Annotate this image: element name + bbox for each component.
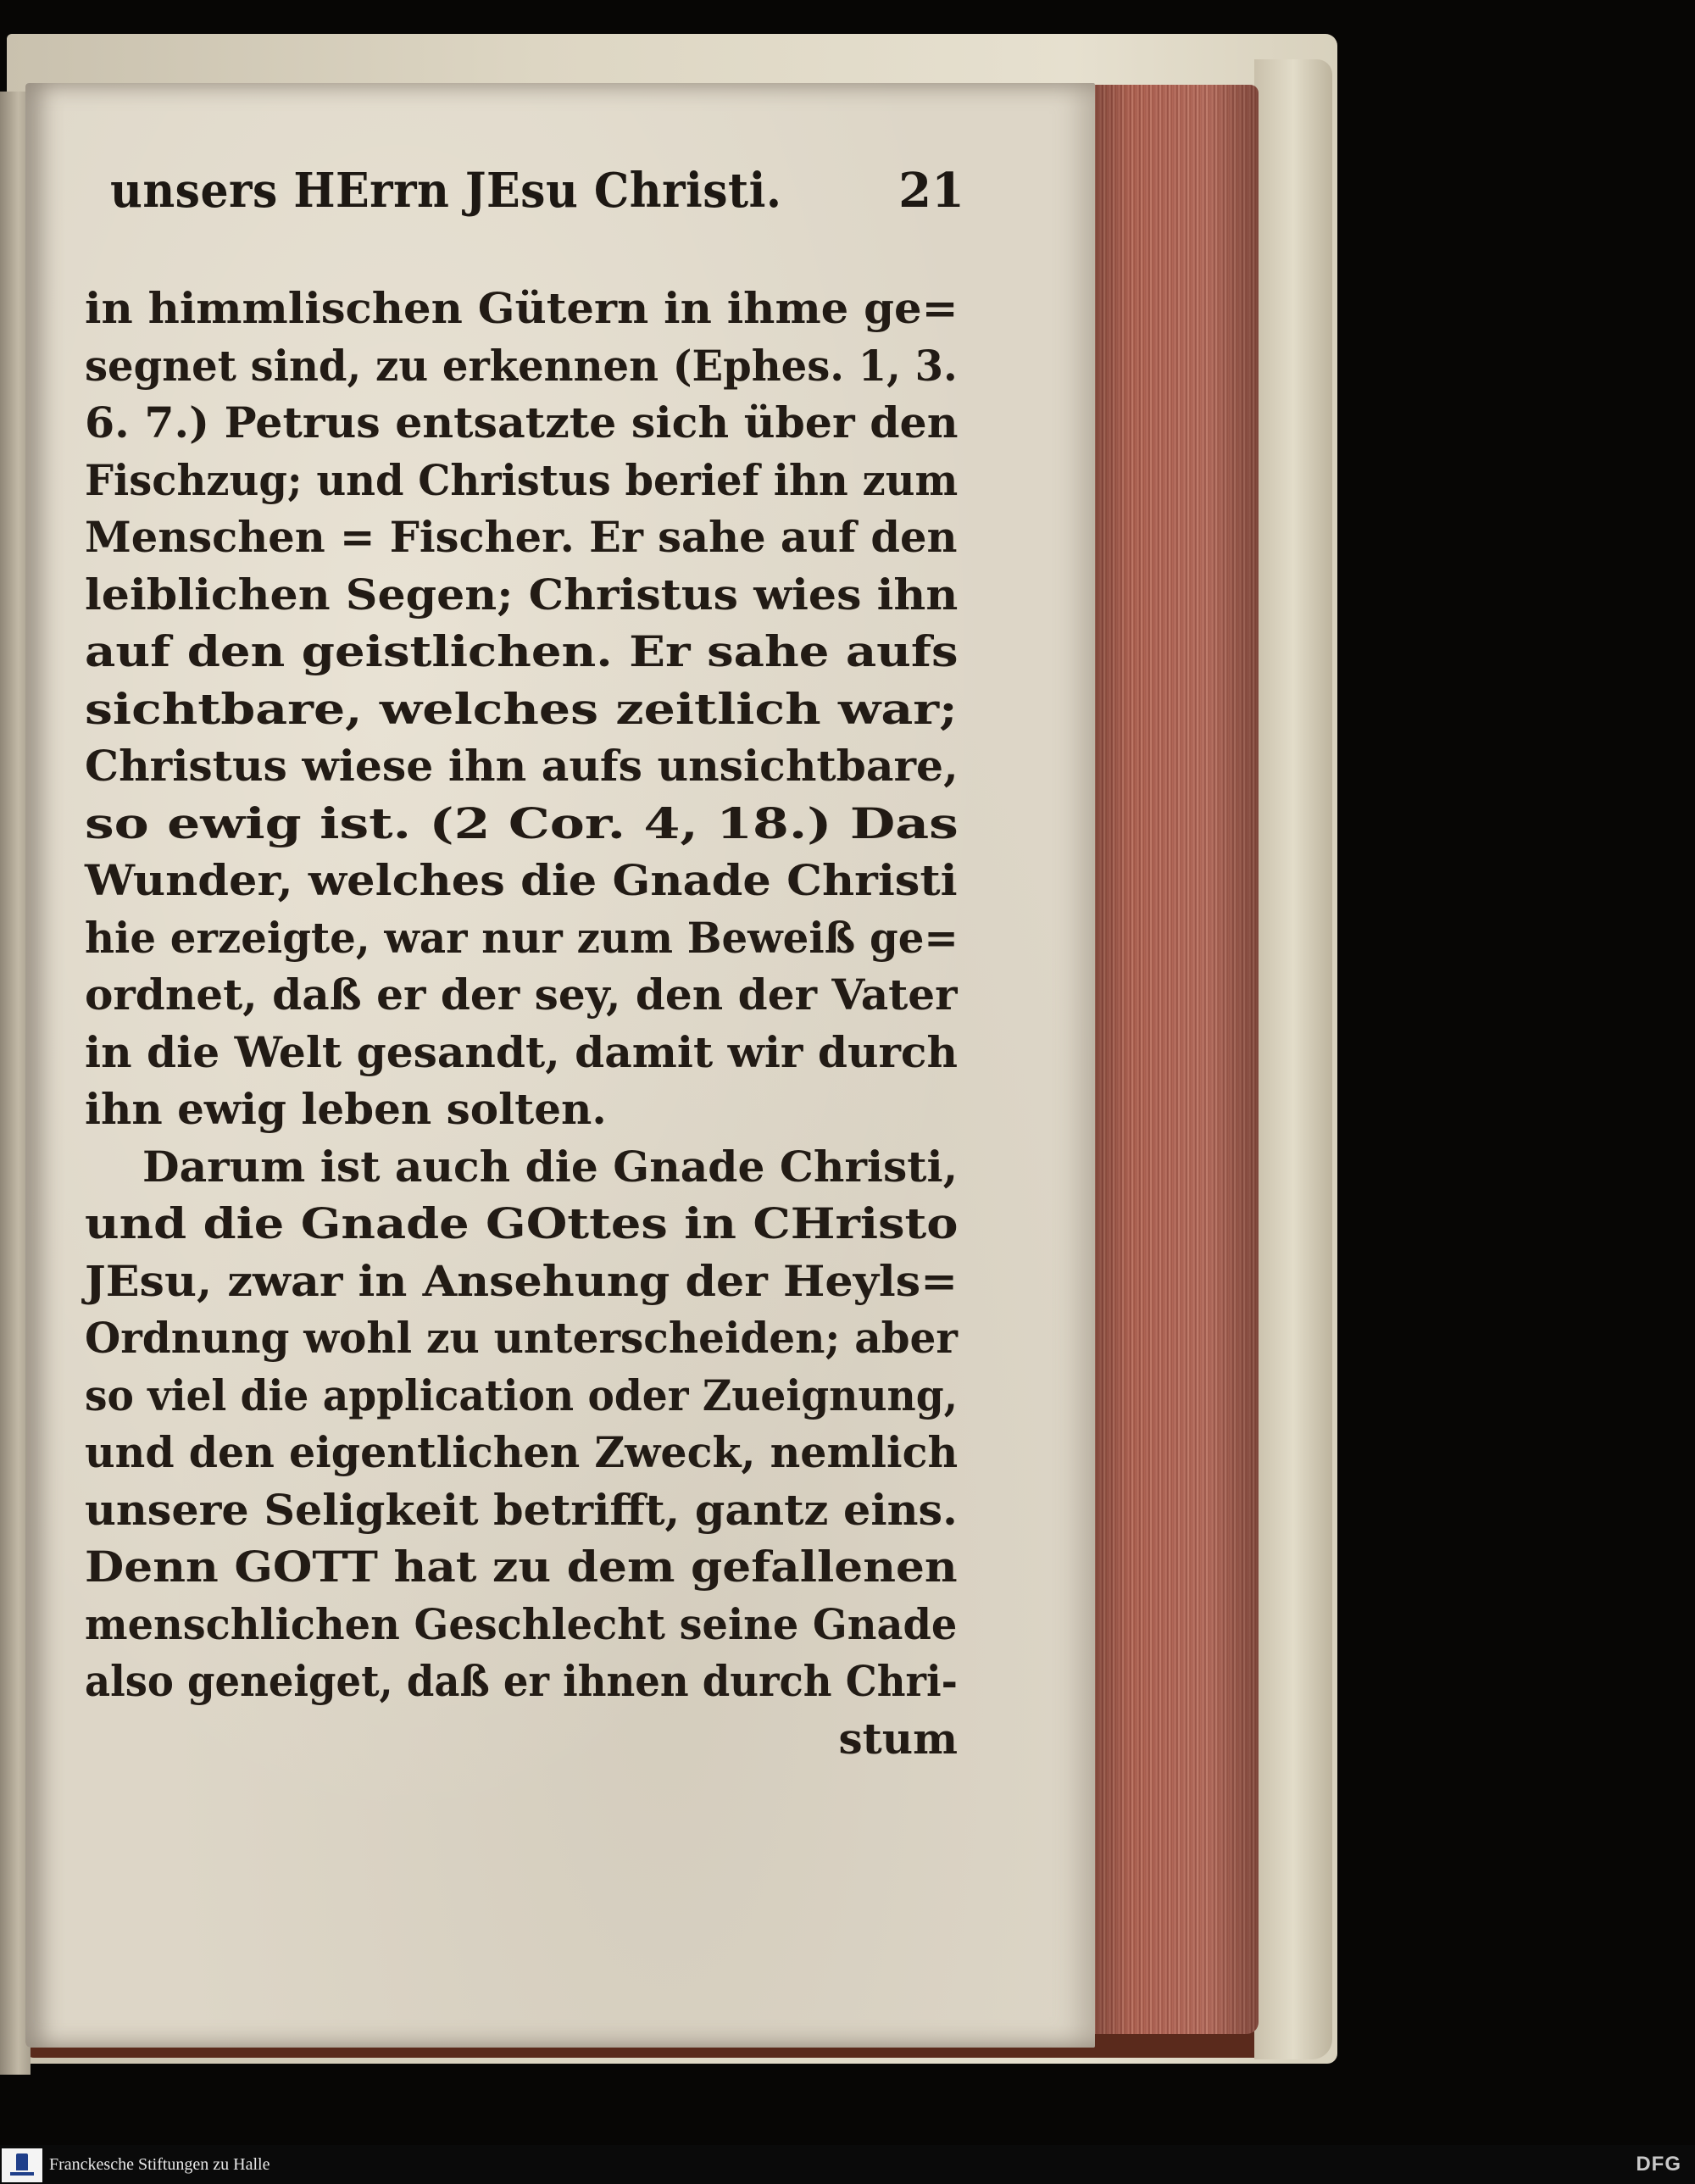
vellum-cover-edge bbox=[1254, 59, 1332, 2059]
text-line-content: leiblichen Segen; Christus wies ihn bbox=[85, 569, 959, 620]
running-head bbox=[110, 157, 958, 225]
text-line bbox=[85, 1538, 958, 1596]
text-line bbox=[85, 1424, 958, 1481]
text-line-content: menschlichen Geschlecht seine Gnade bbox=[85, 1598, 958, 1649]
text-line bbox=[85, 1195, 958, 1253]
text-line-content: segnet sind, zu erkennen (Ephes. 1, 3. bbox=[85, 340, 958, 391]
text-line bbox=[85, 909, 958, 967]
text-line bbox=[85, 681, 958, 738]
text-line bbox=[85, 1653, 958, 1710]
text-line bbox=[85, 966, 958, 1024]
text-line-content: so ewig ist. (2 Cor. 4, 18.) Das bbox=[85, 797, 959, 848]
text-line-content: Ordnung wohl zu unterscheiden; aber bbox=[85, 1313, 958, 1363]
page-number: 21 bbox=[898, 163, 964, 219]
text-line-content: hie erzeigte, war nur zum Beweiß ge= bbox=[85, 912, 959, 963]
text-line-content: sichtbare, welches zeitlich war; bbox=[85, 683, 958, 734]
text-line bbox=[85, 566, 958, 624]
text-line bbox=[85, 452, 958, 509]
text-line-content: und den eigentlichen Zweck, nemlich bbox=[85, 1427, 959, 1477]
text-line-content: unsere Seligkeit betrifft, gantz eins. bbox=[85, 1484, 958, 1535]
text-line-content: Christus wiese ihn aufs unsichtbare, bbox=[85, 741, 959, 791]
text-line-content: Denn GOTT hat zu dem gefallenen bbox=[85, 1542, 958, 1592]
text-line bbox=[85, 1253, 958, 1310]
text-line-content: so viel die application oder Zueignung, bbox=[85, 1370, 959, 1420]
dfg-logo[interactable]: DFG bbox=[1636, 2153, 1681, 2176]
text-line bbox=[85, 337, 958, 395]
text-line bbox=[85, 1024, 958, 1081]
text-line bbox=[85, 1367, 958, 1425]
text-line-content: in die Welt gesandt, damit wir durch bbox=[85, 1026, 958, 1077]
text-line-content: Fischzug; und Christus berief ihn zum bbox=[85, 454, 959, 505]
text-line bbox=[85, 1081, 958, 1138]
logo-base-shape bbox=[10, 2172, 34, 2176]
text-line-content: 6. 7.) Petrus entsatzte sich über den bbox=[85, 397, 959, 447]
institution-link[interactable]: Franckesche Stiftungen zu Halle bbox=[49, 2155, 270, 2174]
text-line bbox=[85, 1596, 958, 1653]
text-line-content: und die Gnade GOttes in CHristo bbox=[85, 1198, 959, 1248]
text-line bbox=[85, 1481, 958, 1539]
text-line-content: Wunder, welches die Gnade Christi bbox=[85, 855, 958, 905]
running-head-title: unsers HErrn JEsu Christi. bbox=[110, 163, 782, 219]
body-text bbox=[85, 280, 958, 1767]
text-line bbox=[85, 394, 958, 452]
text-line bbox=[85, 280, 958, 337]
franckesche-stiftungen-logo-icon[interactable] bbox=[2, 2148, 42, 2182]
text-line bbox=[85, 852, 958, 909]
text-line bbox=[85, 737, 958, 795]
text-line-content: JEsu, zwar in Ansehung der Heyls= bbox=[85, 1255, 958, 1306]
catchword-text: stum bbox=[838, 1713, 958, 1764]
text-line-content: Darum ist auch die Gnade Christi, bbox=[142, 1141, 959, 1192]
catchword bbox=[85, 1710, 958, 1768]
fore-edge-shading bbox=[1089, 85, 1259, 2034]
logo-building-shape bbox=[16, 2153, 28, 2170]
text-line-content: Menschen = Fischer. Er sahe auf den bbox=[85, 512, 958, 562]
text-line-content: in himmlischen Gütern in ihme ge= bbox=[85, 283, 959, 333]
text-line bbox=[85, 508, 958, 566]
text-line bbox=[85, 623, 958, 681]
text-line bbox=[85, 1309, 958, 1367]
text-line-content: ordnet, daß er der sey, den der Vater bbox=[85, 970, 958, 1020]
footer-bar bbox=[0, 2145, 1695, 2184]
text-line-content: auf den geistlichen. Er sahe aufs bbox=[85, 626, 959, 676]
text-line-paragraph-start bbox=[85, 1138, 958, 1196]
text-line bbox=[85, 795, 958, 853]
text-line-content: ihn ewig leben solten. bbox=[85, 1084, 607, 1134]
text-line-content: also geneiget, daß er ihnen durch Chri- bbox=[85, 1656, 958, 1706]
